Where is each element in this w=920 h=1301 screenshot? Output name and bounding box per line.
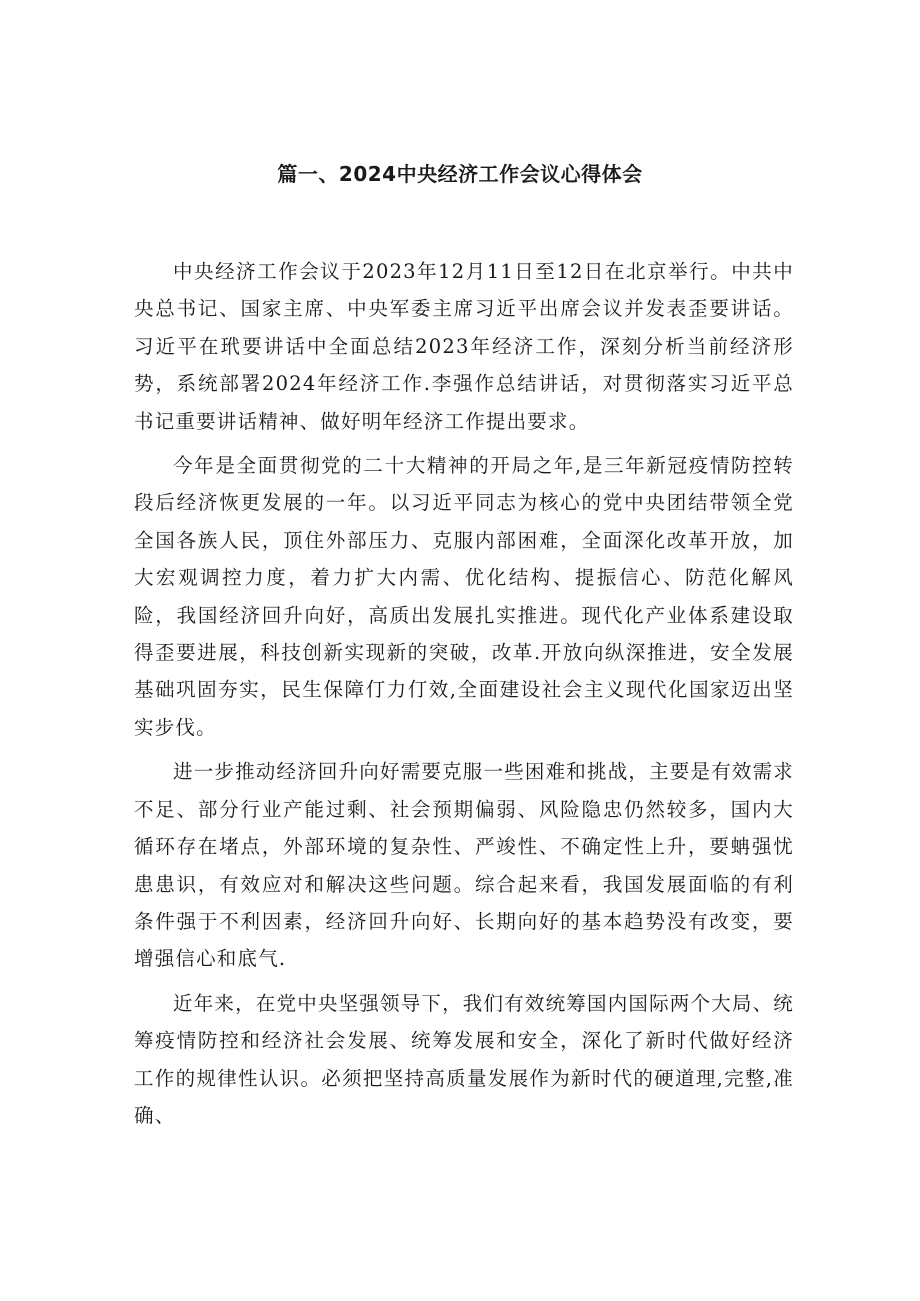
paragraph-3: 进一步推动经济回升向好需要克服一些困难和挑战，主要是有效需求不足、部分行业产能过剩、社会预期偏弱、风险隐忠仍然较多，国内大循环存在堵点，外部环境的复杂性、严竣性、不确定性上升，要蚺强忧患患识，有效应对和解决这些问题。综合起来看，我国发展面临的有利条件强于不利因素，经济回升向好、长期向好的基本趋势没有改变，要增强信心和底气. [134, 760, 795, 971]
paragraph-2: 今年是全面贯彻党的二十大精神的开局之年,是三年新冠疫情防控转段后经济恢更发展的一年。以习近平同志为核心的党中央团结带领全党全国各族人民，顶住外部压力、克服内部困难，全面深化改革开放，加大宏观调控力度，着力扩大内需、优化结构、提振信心、防范化解风险，我国经济回升向好，高质出发展扎实推进。现代化产业体系建设取得歪要进展，科技创新实现新的突破，改革.开放向纵深推进，安全发展基础巩固夯实，民生保障仃力仃效,全面建设社会主义现代化国家迈出坚实步伐。 [134, 454, 794, 739]
paragraph-1: 中央经济工作会议于2023年12月11日至12日在北京举行。中共中央总书记、国家主席、中央军委主席习近平出席会议并发表歪要讲话。习近平在玳要讲话中全面总结2023年经济工作，深刻分析当前经济形势，系统部署2024年经济工作.李强作总结讲话，对贯彻落实习近平总书记重要讲话精神、做好明年经济工作提出要求。 [134, 260, 794, 433]
document-body [134, 253, 794, 1134]
document-title: 篇一、2024中央经济工作会议心得体会 [277, 162, 643, 186]
paragraph-4: 近年来，在党中央坚强领导下，我们有效统筹国内国际两个大局、统筹疫情防控和经济社会发展、统筹发展和安全，深化了新时代做好经济工作的规律性认识。必须把坚持高质量发展作为新时代的硬道理,完整,准确、 [134, 991, 795, 1127]
